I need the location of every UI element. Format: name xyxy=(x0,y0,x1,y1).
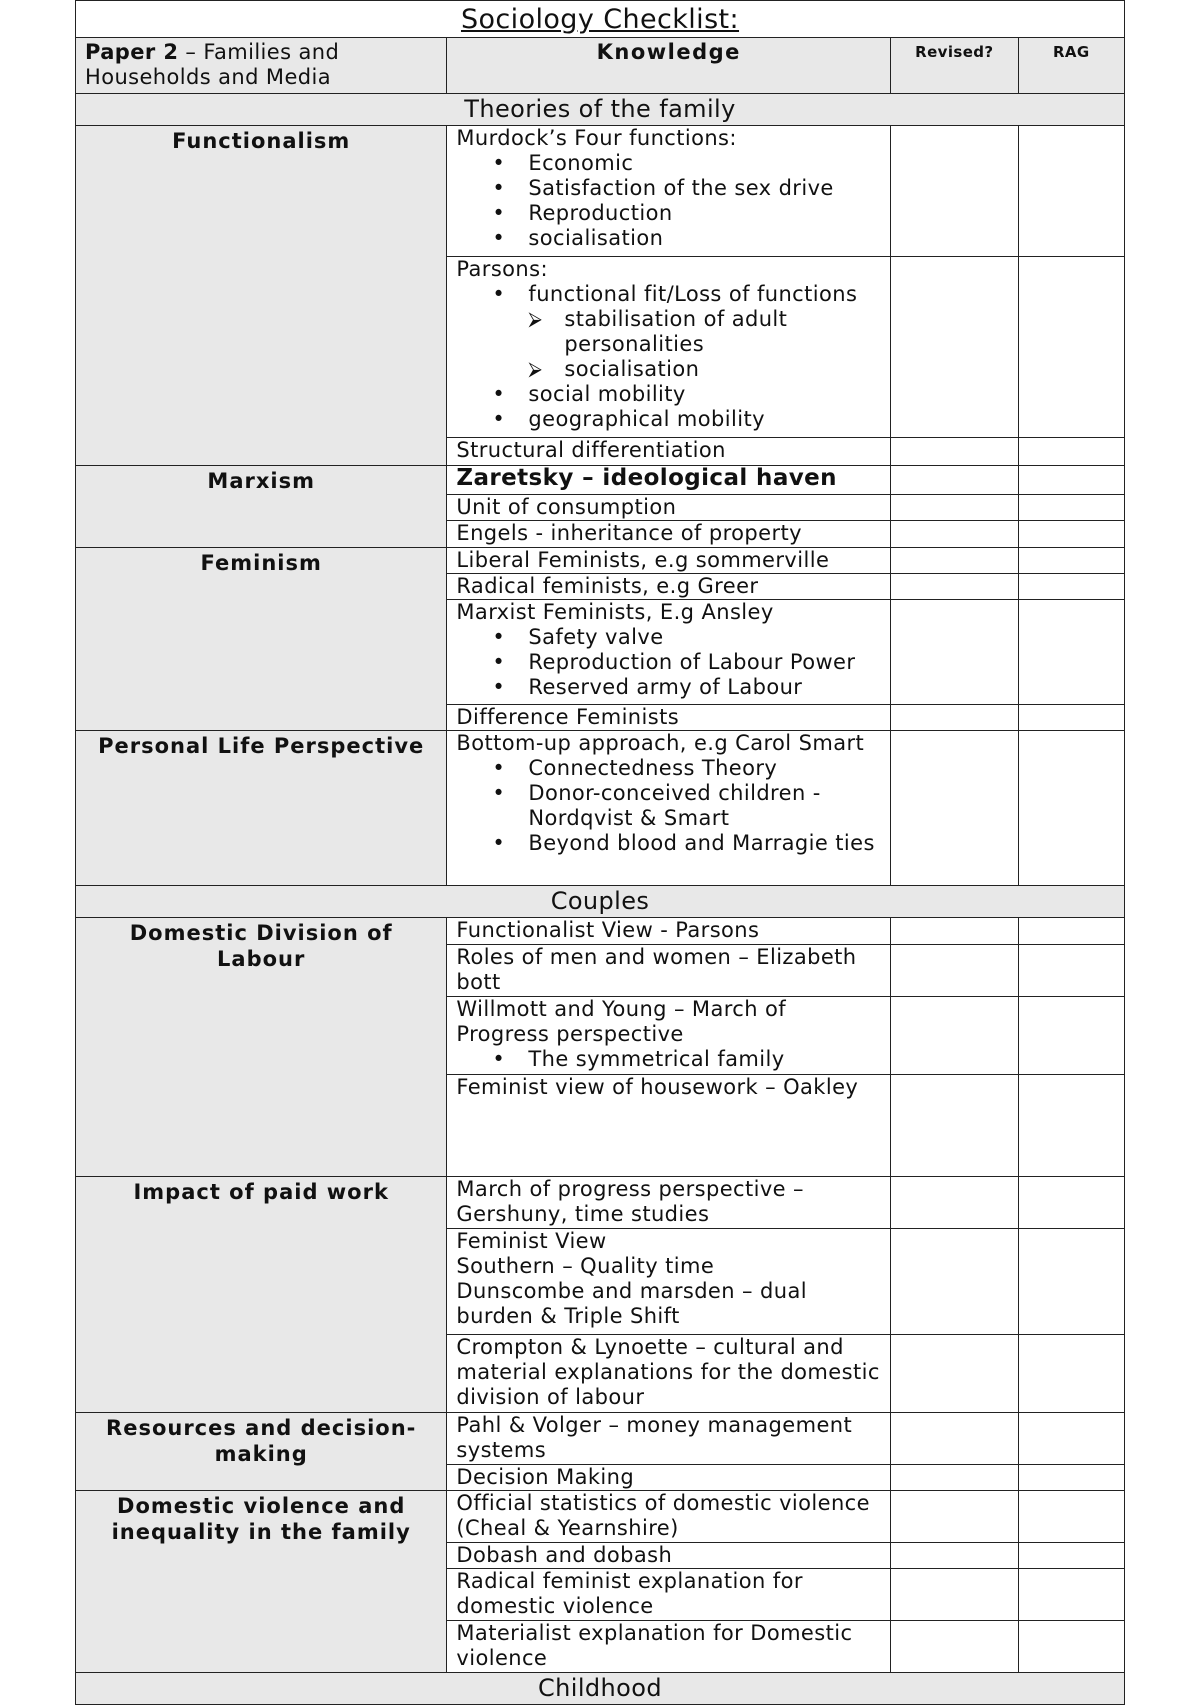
item-heading: Marxist Feminists, E.g Ansley xyxy=(456,600,774,624)
bullet-item: • socialisation xyxy=(456,226,881,251)
topic-feminism: Feminism xyxy=(76,548,447,731)
bullet-item: • The symmetrical family xyxy=(456,1047,881,1072)
revised-cell[interactable] xyxy=(891,997,1018,1075)
knowledge-item: Dobash and dobash xyxy=(447,1543,891,1569)
revised-cell[interactable] xyxy=(891,438,1018,466)
revised-cell[interactable] xyxy=(891,1465,1018,1491)
bullet-item: • social mobility xyxy=(456,382,881,407)
knowledge-item: March of progress perspective – Gershuny, time studies xyxy=(447,1177,891,1229)
knowledge-item xyxy=(447,731,891,886)
rag-cell[interactable] xyxy=(1018,548,1124,574)
bullet-list xyxy=(456,625,881,700)
rag-cell[interactable] xyxy=(1018,945,1124,997)
rag-cell[interactable] xyxy=(1018,438,1124,466)
knowledge-item xyxy=(447,257,891,438)
revised-cell[interactable] xyxy=(891,126,1018,257)
knowledge-item: Materialist explanation for Domestic violence xyxy=(447,1621,891,1673)
revised-cell[interactable] xyxy=(891,1569,1018,1621)
rag-cell[interactable] xyxy=(1018,495,1124,521)
revised-cell[interactable] xyxy=(891,495,1018,521)
topic-paid-work: Impact of paid work xyxy=(76,1177,447,1413)
rag-cell[interactable] xyxy=(1018,1335,1124,1413)
knowledge-item xyxy=(447,600,891,705)
knowledge-item: Roles of men and women – Elizabeth bott xyxy=(447,945,891,997)
paper-subtitle: – Families and Households and Media xyxy=(85,40,340,89)
knowledge-item: Functionalist View - Parsons xyxy=(447,918,891,945)
rag-cell[interactable] xyxy=(1018,466,1124,495)
bullet-item: • Economic xyxy=(456,151,881,176)
item-heading: Parsons: xyxy=(456,257,548,281)
rag-cell[interactable] xyxy=(1018,1465,1124,1491)
topic-domestic-division: Domestic Division of Labour xyxy=(76,918,447,1177)
rag-header: RAG xyxy=(1018,38,1124,94)
revised-cell[interactable] xyxy=(891,918,1018,945)
knowledge-item: Unit of consumption xyxy=(447,495,891,521)
item-line: Southern – Quality time xyxy=(456,1254,715,1278)
sub-bullet-item: ⮚ socialisation xyxy=(456,357,881,382)
rag-cell[interactable] xyxy=(1018,705,1124,731)
revised-cell[interactable] xyxy=(891,1413,1018,1465)
knowledge-item: Crompton & Lynoette – cultural and material explanations for the domestic division of labour xyxy=(447,1335,891,1413)
rag-cell[interactable] xyxy=(1018,1229,1124,1335)
topic-functionalism: Functionalism xyxy=(76,126,447,466)
revised-cell[interactable] xyxy=(891,521,1018,548)
revised-cell[interactable] xyxy=(891,1491,1018,1543)
bullet-list xyxy=(456,756,881,856)
topic-personal-life: Personal Life Perspective xyxy=(76,731,447,886)
topic-domestic-violence: Domestic violence and inequality in the family xyxy=(76,1491,447,1673)
revised-cell[interactable] xyxy=(891,600,1018,705)
revised-cell[interactable] xyxy=(891,1335,1018,1413)
section-couples: Couples xyxy=(76,886,1125,918)
rag-cell[interactable] xyxy=(1018,1621,1124,1673)
bullet-item: • Connectedness Theory xyxy=(456,756,881,781)
item-heading: Willmott and Young – March of Progress perspective xyxy=(456,997,787,1046)
knowledge-item: Pahl & Volger – money management systems xyxy=(447,1413,891,1465)
revised-cell[interactable] xyxy=(891,1621,1018,1673)
section-childhood: Childhood xyxy=(76,1673,1125,1705)
knowledge-item: Feminist view of housework – Oakley xyxy=(447,1075,891,1177)
sub-bullet-list xyxy=(456,307,881,382)
bullet-item: • Reproduction xyxy=(456,201,881,226)
rag-cell[interactable] xyxy=(1018,1569,1124,1621)
rag-cell[interactable] xyxy=(1018,1543,1124,1569)
rag-cell[interactable] xyxy=(1018,257,1124,438)
knowledge-item xyxy=(447,997,891,1075)
rag-cell[interactable] xyxy=(1018,600,1124,705)
item-line: Dunscombe and marsden – dual burden & Triple Shift xyxy=(456,1279,807,1328)
topic-marxism: Marxism xyxy=(76,466,447,548)
topic-resources: Resources and decision-making xyxy=(76,1413,447,1491)
knowledge-item xyxy=(447,1229,891,1335)
revised-cell[interactable] xyxy=(891,1075,1018,1177)
item-line: Feminist View xyxy=(456,1229,607,1253)
rag-cell[interactable] xyxy=(1018,997,1124,1075)
rag-cell[interactable] xyxy=(1018,1075,1124,1177)
bullet-list xyxy=(456,151,881,251)
rag-cell[interactable] xyxy=(1018,1177,1124,1229)
rag-cell[interactable] xyxy=(1018,1413,1124,1465)
revised-cell[interactable] xyxy=(891,705,1018,731)
rag-cell[interactable] xyxy=(1018,731,1124,886)
knowledge-header: Knowledge xyxy=(447,38,891,94)
knowledge-item: Radical feminist explanation for domestic violence xyxy=(447,1569,891,1621)
rag-cell[interactable] xyxy=(1018,521,1124,548)
bullet-item: • Satisfaction of the sex drive xyxy=(456,176,881,201)
revised-cell[interactable] xyxy=(891,945,1018,997)
bullet-item: • Safety valve xyxy=(456,625,881,650)
item-heading: Murdock’s Four functions: xyxy=(456,126,737,150)
paper-header xyxy=(76,38,447,94)
bullet-item: • Donor-conceived children - Nordqvist & Smart xyxy=(456,781,881,831)
checklist-sheet xyxy=(75,0,1125,1700)
revised-cell[interactable] xyxy=(891,731,1018,886)
rag-cell[interactable] xyxy=(1018,918,1124,945)
revised-cell[interactable] xyxy=(891,1177,1018,1229)
knowledge-item: Difference Feminists xyxy=(447,705,891,731)
revised-cell[interactable] xyxy=(891,257,1018,438)
item-heading: Bottom-up approach, e.g Carol Smart xyxy=(456,731,865,755)
bullet-list xyxy=(456,1047,881,1072)
revised-cell[interactable] xyxy=(891,574,1018,600)
bullet-item: • Reserved army of Labour xyxy=(456,675,881,700)
checklist-table xyxy=(75,0,1125,1705)
knowledge-item xyxy=(447,126,891,257)
knowledge-item: Decision Making xyxy=(447,1465,891,1491)
rag-cell[interactable] xyxy=(1018,1491,1124,1543)
bullet-item: • functional fit/Loss of functions xyxy=(456,282,881,307)
revised-cell[interactable] xyxy=(891,1543,1018,1569)
knowledge-item: Official statistics of domestic violence (Cheal & Yearnshire) xyxy=(447,1491,891,1543)
bullet-item: • geographical mobility xyxy=(456,407,881,432)
rag-cell[interactable] xyxy=(1018,574,1124,600)
revised-header: Revised? xyxy=(891,38,1018,94)
revised-cell[interactable] xyxy=(891,466,1018,495)
revised-cell[interactable] xyxy=(891,1229,1018,1335)
revised-cell[interactable] xyxy=(891,548,1018,574)
bullet-list xyxy=(456,282,881,307)
bullet-list xyxy=(456,382,881,432)
rag-cell[interactable] xyxy=(1018,126,1124,257)
knowledge-item: Radical feminists, e.g Greer xyxy=(447,574,891,600)
knowledge-item: Zaretsky – ideological haven xyxy=(447,466,891,495)
knowledge-item: Liberal Feminists, e.g sommerville xyxy=(447,548,891,574)
bullet-item: • Beyond blood and Marragie ties xyxy=(456,831,881,856)
knowledge-item: Structural differentiation xyxy=(447,438,891,466)
page-title: Sociology Checklist: xyxy=(76,1,1125,38)
section-theories: Theories of the family xyxy=(76,94,1125,126)
bullet-item: • Reproduction of Labour Power xyxy=(456,650,881,675)
paper-label: Paper 2 xyxy=(85,40,179,64)
sub-bullet-item: ⮚ stabilisation of adult personalities xyxy=(456,307,881,357)
knowledge-item: Engels - inheritance of property xyxy=(447,521,891,548)
